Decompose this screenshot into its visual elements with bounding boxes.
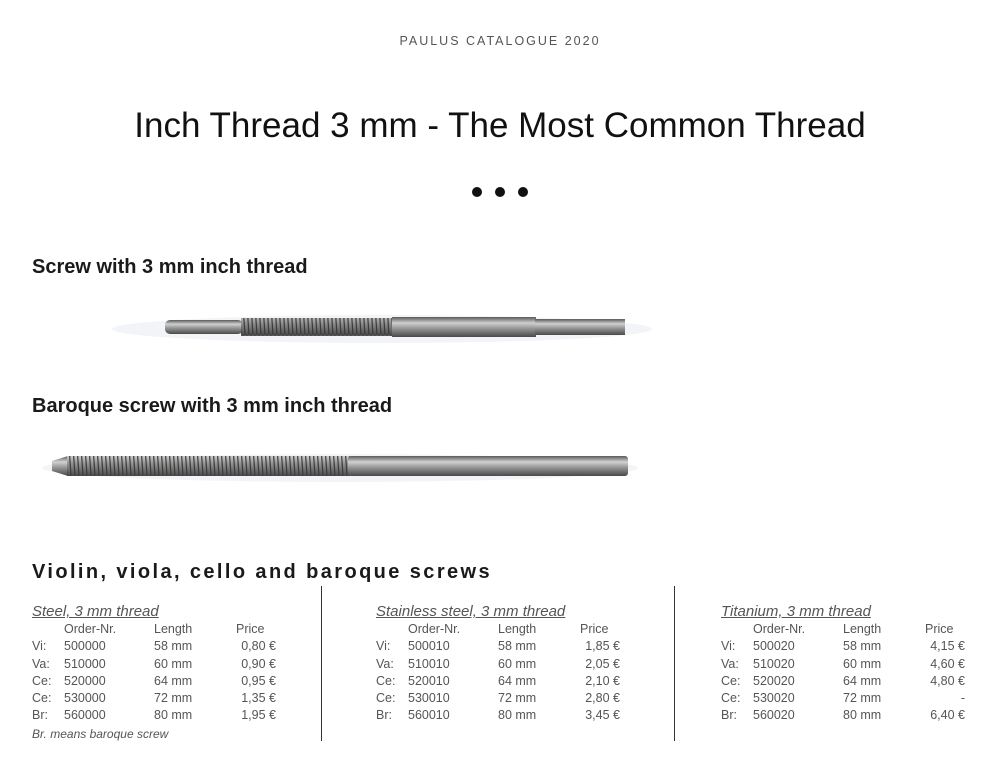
table-row xyxy=(721,690,1000,707)
order-number: 530010 xyxy=(408,691,450,706)
instrument-type: Ce: xyxy=(721,691,741,706)
dot xyxy=(472,187,482,197)
price-header: Price xyxy=(236,622,265,636)
price: - xyxy=(960,691,965,706)
price-column-stainless-steel xyxy=(376,602,696,725)
order-number: 520020 xyxy=(753,673,795,688)
length-header: Length xyxy=(154,622,193,636)
page-title: Inch Thread 3 mm - The Most Common Thread xyxy=(134,106,866,145)
dot xyxy=(518,187,528,197)
order-number: 530020 xyxy=(753,691,795,706)
price: 0,95 € xyxy=(241,673,276,688)
dot xyxy=(495,187,505,197)
table-header xyxy=(721,621,1000,638)
catalogue-label: PAULUS CATALOGUE 2020 xyxy=(399,34,601,48)
length: 58 mm xyxy=(843,639,882,654)
length: 80 mm xyxy=(843,708,882,723)
price: 4,15 € xyxy=(930,639,965,654)
price: 1,85 € xyxy=(585,639,620,654)
column-title: Stainless steel, 3 mm thread xyxy=(376,603,566,620)
length: 58 mm xyxy=(498,639,537,654)
table-row xyxy=(721,638,1000,655)
table-row xyxy=(376,707,696,724)
length: 80 mm xyxy=(498,708,537,723)
table-header xyxy=(32,621,352,638)
instrument-type: Vi: xyxy=(376,639,391,654)
screw-thread xyxy=(67,456,350,476)
price: 3,45 € xyxy=(585,708,620,723)
length: 60 mm xyxy=(154,656,193,671)
price: 4,60 € xyxy=(930,656,965,671)
order-number: 520010 xyxy=(408,673,450,688)
price-column-titanium xyxy=(721,602,1000,725)
length: 64 mm xyxy=(843,673,882,688)
order-number: 510010 xyxy=(408,656,450,671)
price: 2,05 € xyxy=(585,656,620,671)
order-number: 500010 xyxy=(408,639,450,654)
price: 4,80 € xyxy=(930,673,965,688)
table-header xyxy=(376,621,696,638)
price-header: Price xyxy=(925,622,954,636)
products-title: Violin, viola, cello and baroque screws xyxy=(32,561,493,583)
instrument-type: Ce: xyxy=(32,673,52,688)
length: 72 mm xyxy=(154,691,193,706)
table-row xyxy=(721,673,1000,690)
length: 72 mm xyxy=(498,691,537,706)
screw-shaft xyxy=(392,317,536,337)
length: 60 mm xyxy=(843,656,882,671)
table-row xyxy=(376,638,696,655)
column-title: Steel, 3 mm thread xyxy=(32,603,159,620)
instrument-type: Va: xyxy=(32,656,50,671)
table-row xyxy=(32,656,352,673)
instrument-type: Ce: xyxy=(376,691,396,706)
column-title: Titanium, 3 mm thread xyxy=(721,603,871,620)
table-row xyxy=(376,656,696,673)
instrument-type: Ce: xyxy=(32,691,52,706)
price-column-steel xyxy=(32,602,352,741)
price-header: Price xyxy=(580,622,609,636)
order-number: 510020 xyxy=(753,656,795,671)
table-row xyxy=(721,707,1000,724)
table-row xyxy=(376,690,696,707)
order-number: 560000 xyxy=(64,708,106,723)
order-header: Order-Nr. xyxy=(64,622,117,636)
length: 64 mm xyxy=(498,673,537,688)
table-row xyxy=(376,673,696,690)
screw-tip xyxy=(52,456,68,476)
screw-image xyxy=(110,305,655,349)
table-row xyxy=(32,673,352,690)
screw-head xyxy=(535,319,625,335)
length: 58 mm xyxy=(154,639,193,654)
instrument-type: Br: xyxy=(32,708,48,723)
instrument-type: Br: xyxy=(376,708,392,723)
screw-tip xyxy=(165,320,243,334)
order-number: 500000 xyxy=(64,639,106,654)
section-title-screw: Screw with 3 mm inch thread xyxy=(32,256,308,278)
instrument-type: Vi: xyxy=(32,639,47,654)
table-row xyxy=(32,690,352,707)
instrument-type: Vi: xyxy=(721,639,736,654)
section-title-baroque-screw: Baroque screw with 3 mm inch thread xyxy=(32,395,393,417)
instrument-type: Va: xyxy=(721,656,739,671)
instrument-type: Va: xyxy=(376,656,394,671)
order-header: Order-Nr. xyxy=(408,622,461,636)
price: 6,40 € xyxy=(930,708,965,723)
price: 1,35 € xyxy=(241,691,276,706)
price: 1,95 € xyxy=(241,708,276,723)
order-number: 510000 xyxy=(64,656,106,671)
order-number: 520000 xyxy=(64,673,106,688)
order-number: 560020 xyxy=(753,708,795,723)
instrument-type: Ce: xyxy=(376,673,396,688)
length: 80 mm xyxy=(154,708,193,723)
table-row xyxy=(32,707,352,724)
length-header: Length xyxy=(498,622,537,636)
order-header: Order-Nr. xyxy=(753,622,806,636)
separator-dots xyxy=(0,187,1000,197)
table-row xyxy=(721,656,1000,673)
table-row xyxy=(32,638,352,655)
order-number: 500020 xyxy=(753,639,795,654)
price: 0,80 € xyxy=(241,639,276,654)
price: 0,90 € xyxy=(241,656,276,671)
baroque-screw-image xyxy=(40,446,640,486)
screw-shaft xyxy=(348,456,628,476)
length: 72 mm xyxy=(843,691,882,706)
instrument-type: Br: xyxy=(721,708,737,723)
length: 60 mm xyxy=(498,656,537,671)
length: 64 mm xyxy=(154,673,193,688)
length-header: Length xyxy=(843,622,882,636)
order-number: 530000 xyxy=(64,691,106,706)
screw-thread xyxy=(241,318,393,336)
price: 2,80 € xyxy=(585,691,620,706)
instrument-type: Ce: xyxy=(721,673,741,688)
price: 2,10 € xyxy=(585,673,620,688)
footnote: Br. means baroque screw xyxy=(32,726,169,741)
order-number: 560010 xyxy=(408,708,450,723)
